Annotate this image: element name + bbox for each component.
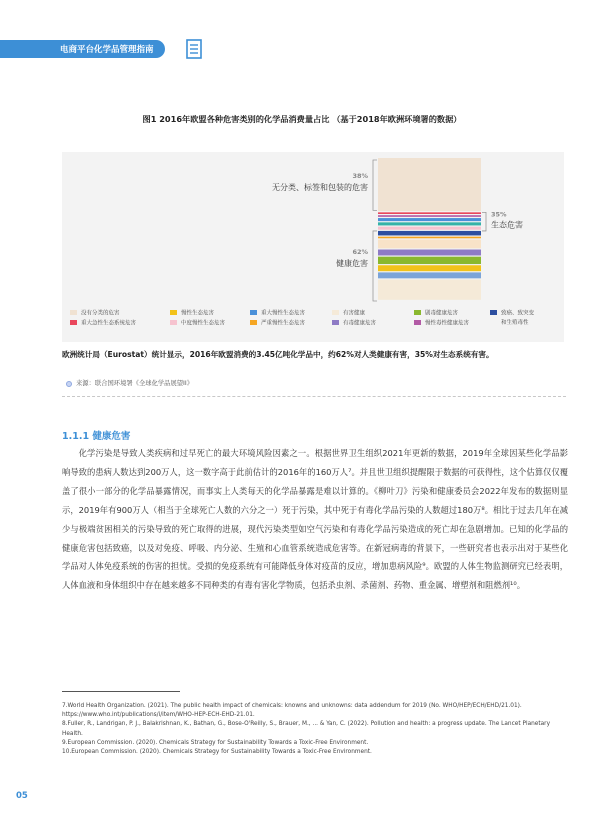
bullet-circle-icon bbox=[66, 381, 72, 387]
header-title: 电商平台化学品管理指南 bbox=[60, 45, 154, 55]
legend-swatch bbox=[250, 310, 257, 315]
legend-swatch bbox=[170, 310, 177, 315]
bar-segment bbox=[378, 158, 481, 211]
chart-label: 无分类、标签和包装的危害 bbox=[272, 183, 368, 193]
group-bracket bbox=[482, 212, 486, 231]
bar-segment bbox=[378, 222, 481, 225]
legend-swatch bbox=[332, 320, 339, 325]
legend-label: 严重慢性生态危害 bbox=[261, 320, 306, 327]
chart-label: 38% bbox=[352, 172, 368, 181]
legend-item bbox=[170, 310, 214, 318]
bar-segment bbox=[378, 218, 481, 221]
bar-segment bbox=[378, 231, 481, 236]
bar-segment bbox=[378, 227, 481, 230]
figure-title: 图1 2016年欧盟各种危害类别的化学品消费量占比 （基于2018年欧洲环境署的数据） bbox=[142, 114, 462, 124]
footnotes bbox=[62, 702, 562, 757]
bar-segment bbox=[378, 265, 481, 271]
footnote-item: 9.European Commission. (2020). Chemicals Strategy for Sustainability Towards a Toxic-Free Environment. bbox=[62, 739, 369, 746]
footnote-rule bbox=[62, 691, 180, 692]
legend-item bbox=[490, 320, 529, 327]
legend-swatch bbox=[332, 310, 339, 315]
legend-label: 慢性生态危害 bbox=[181, 310, 215, 317]
figure-source bbox=[66, 378, 193, 387]
bar-segment bbox=[378, 212, 481, 214]
legend-label: 重大慢性生态危害 bbox=[261, 310, 306, 317]
chart-label: 35% bbox=[491, 210, 507, 219]
legend-label: 和生殖毒性 bbox=[501, 320, 529, 326]
bar-segment bbox=[378, 272, 481, 278]
chart-label: 62% bbox=[352, 247, 368, 256]
chart-label: 健康危害 bbox=[336, 258, 368, 268]
legend-label: 有毒健康危害 bbox=[343, 320, 377, 327]
legend-swatch bbox=[70, 310, 77, 315]
document-list-icon bbox=[186, 39, 202, 59]
footnote-item: 7.World Health Organization. (2021). The public health impact of chemicals: knowns and unknowns: data addendum for 2019 (No. WHO/HEP/ECH/EHD/21.01). https://www.who.int/publications/i/item/WHO-HEP-ECH-EHD-21.01. bbox=[62, 703, 522, 719]
legend-item bbox=[250, 320, 305, 328]
legend-swatch bbox=[170, 320, 177, 325]
legend-item bbox=[70, 310, 120, 318]
legend-label: 没有分类的危害 bbox=[81, 310, 120, 317]
footnote-item: 10.European Commission. (2020). Chemicals Strategy for Sustainability Towards a Toxic-Free Environment. bbox=[62, 749, 372, 756]
legend-swatch bbox=[490, 310, 497, 315]
legend-swatch bbox=[250, 320, 257, 325]
bar-segment bbox=[378, 215, 481, 217]
bar-segment bbox=[378, 250, 481, 256]
legend-label: 剧毒健康危害 bbox=[425, 310, 459, 317]
legend-item bbox=[250, 310, 305, 318]
legend-label: 中度慢性生态危害 bbox=[181, 320, 226, 327]
source-text: 来源：联合国环境署《全球化学品展望II》 bbox=[76, 380, 194, 387]
chart-label: 生态危害 bbox=[491, 220, 523, 230]
legend-label: 致癌、致突变 bbox=[501, 310, 535, 317]
legend-swatch bbox=[414, 320, 421, 325]
footnote-item: 8.Fuller, R., Landrigan, P. J., Balakrishnan, K., Bathan, G., Bose-O'Reilly, S., Brauer, M., ... & Yan, C. (2022). Pollution and health: a progress update. The Lancet Planetary Health. bbox=[62, 721, 550, 737]
legend-item bbox=[70, 320, 136, 328]
legend-item bbox=[170, 320, 225, 328]
page-number: 05 bbox=[16, 791, 28, 801]
group-bracket bbox=[373, 160, 377, 210]
legend-item bbox=[490, 310, 534, 318]
legend-item bbox=[332, 310, 365, 318]
bar-segment bbox=[378, 240, 481, 249]
paragraph-text: 化学污染是导致人类疾病和过早死亡的最大环境风险因素之一。根据世界卫生组织2021年更新的数据，2019年全球因某些化学品影响导致的患病人数达到200万人，这一数字高于此前估计的2016年的160万人⁷。并且世卫组织提醒限于数据的可获得性，这个估算仅仅覆盖了很小一部分的化学品暴露情况，而事实上人类每天的化学品暴露是难以计算的。《柳叶刀》污染和健康委员会2022年发布的数据则显示，2019年有900万人（相当于全球死亡人数的六分之一）死于污染，其中死于有毒化学品污染的人数超过180万⁸。相比于过去几年在减少与极端贫困相关的污染导致的死亡取得的进展，现代污染类型如空气污染和有毒化学品污染造成的死亡却在急剧增加。已知的化学品的健康危害包括致癌，以及对免疫、呼吸、内分泌、生殖和心血管系统造成危害等。在新冠病毒的背景下，一些研究者也表示出对于某些化学品对人体免疫系统的伤害的担忧。受损的免疫系统有可能降低身体对疫苗的反应，增加患病风险⁹。欧盟的人体生物监测研究已经表明，人体血液和身体组织中存在越来越多不同种类的有毒有害化学物质，包括杀虫剂、杀菌剂、药物、重金属、增塑剂和阻燃剂¹⁰。 bbox=[62, 448, 568, 591]
figure-caption: 欧洲统计局（Eurostat）统计显示，2016年欧盟消费的3.45亿吨化学品中，约62%对人类健康有害，35%对生态系统有害。 bbox=[62, 350, 494, 359]
section-heading: 1.1.1 健康危害 bbox=[62, 431, 131, 442]
section-divider bbox=[62, 396, 566, 397]
bar-segment bbox=[378, 280, 481, 300]
legend-label: 慢性毒性健康危害 bbox=[425, 320, 470, 327]
legend-label: 重大急性生态系统危害 bbox=[81, 320, 137, 327]
legend-label: 有害健康 bbox=[343, 310, 366, 317]
legend-item bbox=[332, 320, 376, 328]
legend-swatch bbox=[414, 310, 421, 315]
legend-item bbox=[414, 320, 469, 328]
bar-segment bbox=[378, 237, 481, 239]
stacked-bar-chart bbox=[62, 152, 564, 342]
chart-container bbox=[62, 152, 564, 342]
group-bracket bbox=[373, 231, 377, 301]
header-tag bbox=[0, 40, 165, 58]
legend-swatch bbox=[70, 320, 77, 325]
bar-segment bbox=[378, 257, 481, 264]
body-paragraph bbox=[62, 444, 568, 595]
legend-item bbox=[414, 310, 458, 318]
